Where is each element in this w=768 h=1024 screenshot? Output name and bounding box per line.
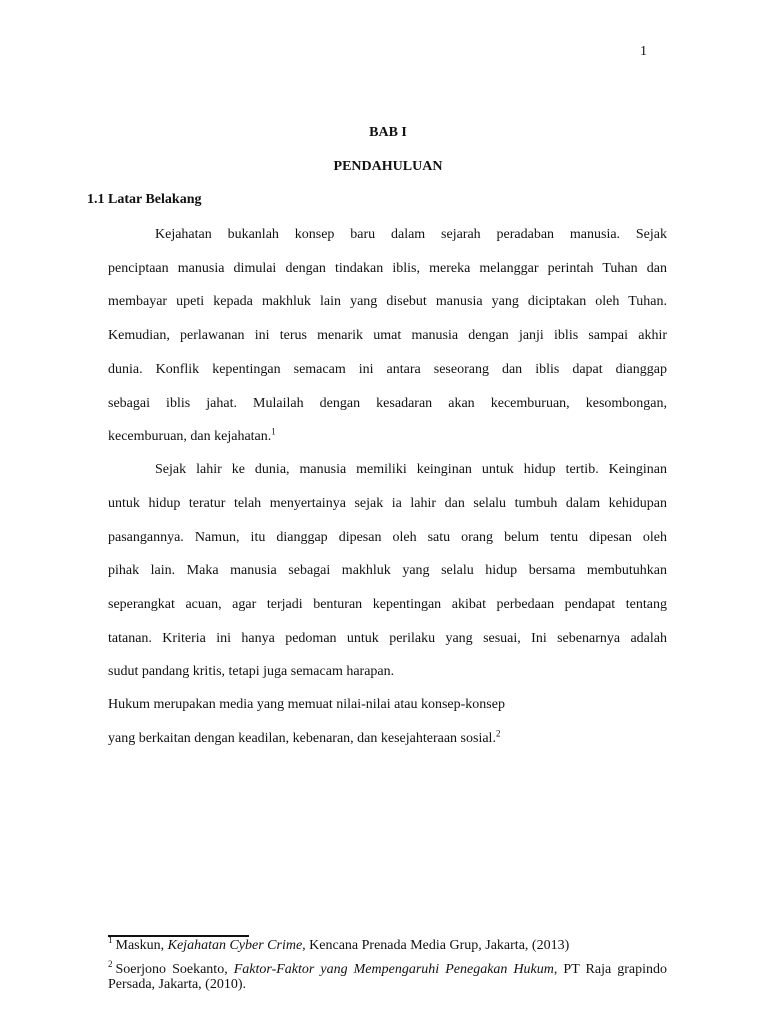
paragraph-line: untuk hidup teratur telah menyertainya sejak ia lahir dan selalu tumbuh dalam kehidupan — [108, 496, 667, 511]
footnote-rest: , PT Raja grapindo Persada, Jakarta, (2010). — [108, 962, 668, 992]
paragraph-line: sebagai iblis jahat. Mulailah dengan kesadaran akan kecemburuan, kesombongan, — [108, 396, 667, 411]
paragraph-line: sudut pandang kritis, tetapi juga semacam harapan. — [108, 664, 395, 679]
paragraph-line: pasangannya. Namun, itu dianggap dipesan oleh satu orang belum tentu dipesan oleh — [108, 530, 667, 545]
footnote-number: 2 — [108, 959, 113, 970]
chapter-label: BAB I — [369, 125, 407, 140]
page-number: 1 — [640, 44, 647, 59]
footnote-ref: 2 — [495, 728, 501, 739]
footnote-author: Soerjono Soekanto, — [115, 962, 234, 977]
paragraph-last-line — [108, 730, 667, 748]
footnote-author: Maskun, — [115, 938, 168, 953]
paragraph-last-line — [108, 428, 667, 446]
footnote-title: Faktor-Faktor yang Mempengaruhi Penegakan Hukum — [233, 962, 554, 977]
paragraph-line: Kemudian, perlawanan ini terus menarik umat manusia dengan janji iblis sampai akhir — [108, 328, 667, 343]
paragraph-line: membayar upeti kepada makhluk lain yang disebut manusia yang diciptakan oleh Tuhan. — [108, 294, 667, 309]
footnote-ref: 1 — [271, 426, 276, 437]
paragraph-line: Sejak lahir ke dunia, manusia memiliki keinginan untuk hidup tertib. Keinginan — [155, 462, 667, 477]
paragraph-line: tatanan. Kriteria ini hanya pedoman untuk perilaku yang sesuai, Ini sebenarnya adalah — [108, 631, 667, 646]
footnote — [108, 959, 668, 992]
footnote-divider — [108, 935, 249, 937]
footnote-rest: Kencana Prenada Media Grup, Jakarta, (2013) — [305, 938, 570, 953]
paragraph-line-text: yang berkaitan dengan keadilan, kebenaran, dan kesejahteraan sosial. — [108, 731, 496, 746]
footnote-number: 1 — [108, 935, 113, 946]
footnote — [108, 935, 667, 953]
paragraph-line: Kejahatan bukanlah konsep baru dalam sejarah peradaban manusia. Sejak — [155, 227, 667, 242]
paragraph-line: pihak lain. Maka manusia sebagai makhluk yang selalu hidup bersama membutuhkan — [108, 563, 667, 578]
paragraph-line-text: kecemburuan, dan kejahatan. — [108, 429, 272, 444]
paragraph-line: dunia. Konflik kepentingan semacam ini antara seseorang dan iblis dapat dianggap — [108, 362, 667, 377]
paragraph-line: Hukum merupakan media yang memuat nilai-nilai atau konsep-konsep — [108, 697, 505, 712]
paragraph-line: penciptaan manusia dimulai dengan tindakan iblis, mereka melanggar perintah Tuhan dan — [108, 261, 667, 276]
chapter-title: PENDAHULUAN — [333, 159, 443, 174]
section-title: 1.1 Latar Belakang — [87, 192, 202, 207]
footnote-title: Kejahatan Cyber Crime, — [167, 938, 306, 953]
paragraph-line: seperangkat acuan, agar terjadi benturan kepentingan akibat perbedaan pendapat tentang — [108, 597, 667, 612]
